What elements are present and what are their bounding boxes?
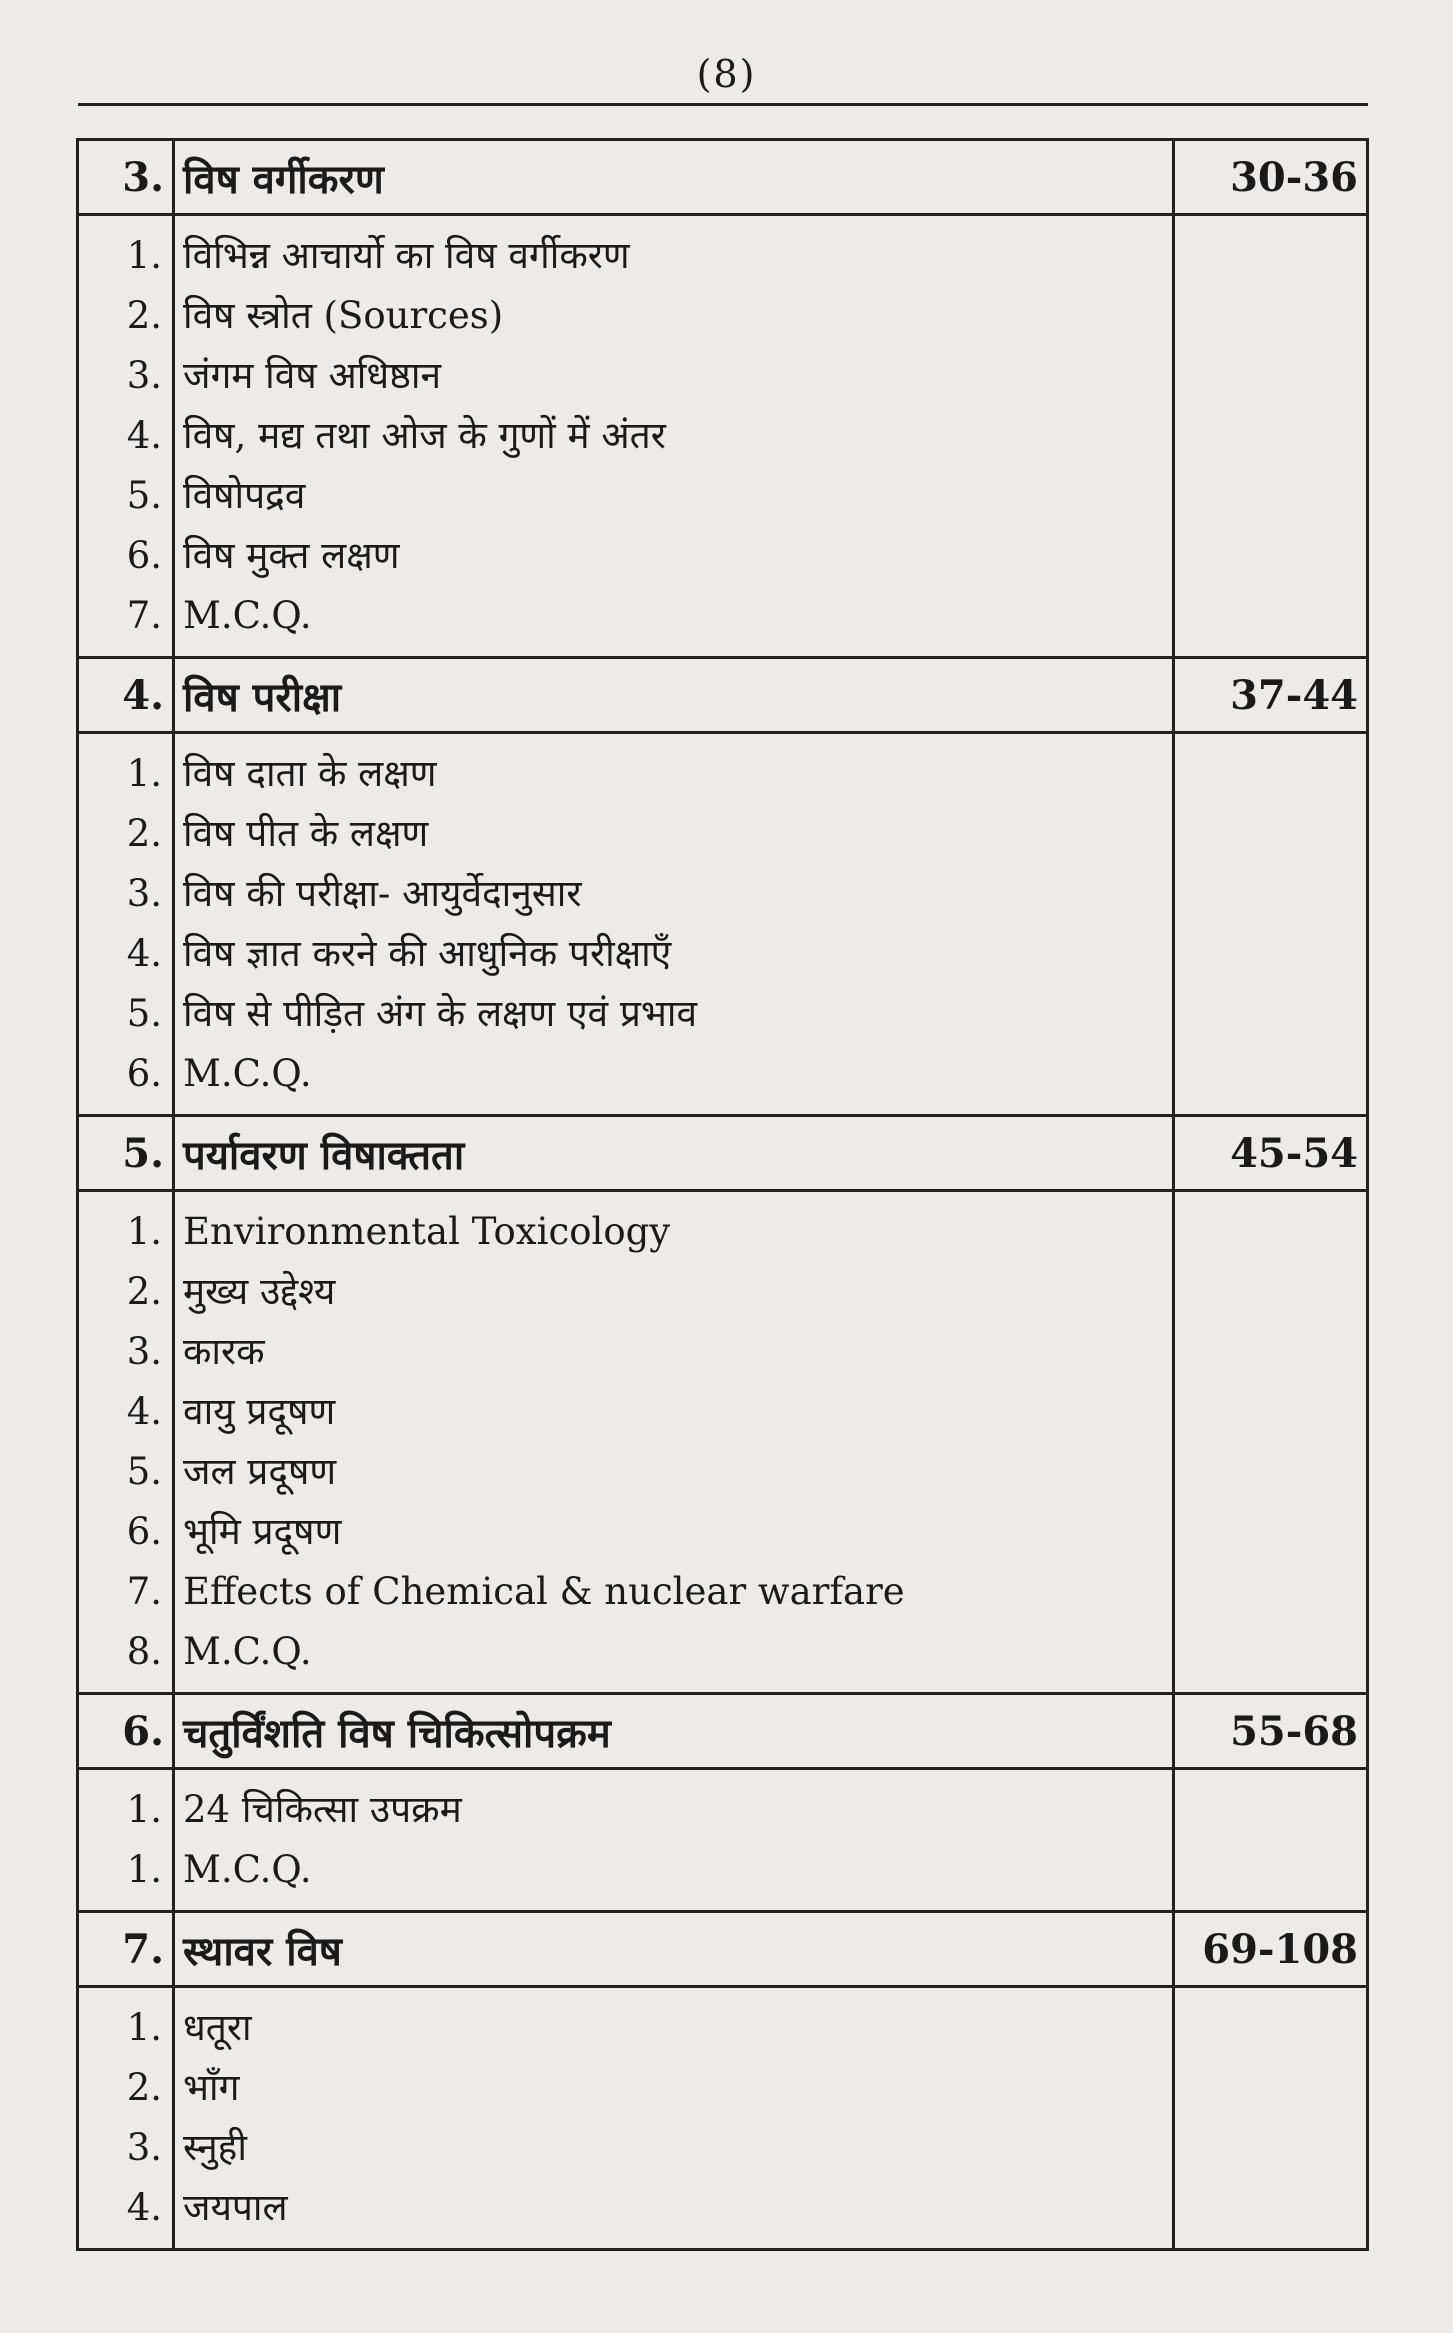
section-header-row xyxy=(78,658,1368,733)
section-title: स्थावर विष xyxy=(174,1912,1174,1987)
list-item-number: 1. xyxy=(126,2006,162,2049)
list-item-number: 2. xyxy=(126,294,162,337)
list-item-text: भाँग xyxy=(183,2066,240,2109)
list-item-text: विभिन्न आचार्यो का विष वर्गीकरण xyxy=(183,234,630,277)
item-pages-cell xyxy=(1174,1769,1368,1912)
item-texts-cell xyxy=(174,1769,1174,1912)
item-pages-cell xyxy=(1174,733,1368,1116)
section-items-row xyxy=(78,1987,1368,2250)
list-item-text: M.C.Q. xyxy=(183,1630,312,1673)
section-header-row xyxy=(78,140,1368,215)
section-header-row xyxy=(78,1694,1368,1769)
list-item-number: 5. xyxy=(126,992,162,1035)
header-divider xyxy=(78,103,1368,106)
list-item-text: भूमि प्रदूषण xyxy=(183,1510,342,1553)
section-number: 3. xyxy=(78,140,174,215)
section-items-row xyxy=(78,1191,1368,1694)
section-number: 6. xyxy=(78,1694,174,1769)
section-page-range: 55-68 xyxy=(1174,1694,1368,1769)
list-item-number: 1. xyxy=(126,234,162,277)
table-of-contents xyxy=(76,138,1369,2251)
list-item-text: विष मुक्त लक्षण xyxy=(183,534,400,577)
list-item-text: मुख्य उद्देश्य xyxy=(183,1270,336,1313)
item-pages-cell xyxy=(1174,215,1368,658)
item-texts-cell xyxy=(174,215,1174,658)
list-item-number: 6. xyxy=(126,1052,162,1095)
list-item-number: 4. xyxy=(126,414,162,457)
list-item-number: 1. xyxy=(126,1210,162,1253)
section-items-row xyxy=(78,215,1368,658)
list-item-text: M.C.Q. xyxy=(183,1052,312,1095)
list-item-text: जंगम विष अधिष्ठान xyxy=(183,354,441,397)
list-item-text: विष ज्ञात करने की आधुनिक परीक्षाएँ xyxy=(183,932,672,975)
list-item-number: 2. xyxy=(126,2066,162,2109)
list-item-text: 24 चिकित्सा उपक्रम xyxy=(183,1788,462,1831)
list-item-text: M.C.Q. xyxy=(183,594,312,637)
list-item-number: 2. xyxy=(126,1270,162,1313)
list-item-text: विष की परीक्षा- आयुर्वेदानुसार xyxy=(183,872,582,915)
item-numbers-cell xyxy=(78,1769,174,1912)
list-item-number: 1. xyxy=(126,752,162,795)
list-item-text: Effects of Chemical & nuclear warfare xyxy=(183,1570,905,1613)
list-item-text: कारक xyxy=(183,1330,265,1373)
section-number: 7. xyxy=(78,1912,174,1987)
item-numbers-cell xyxy=(78,733,174,1116)
list-item-number: 2. xyxy=(126,812,162,855)
list-item-text: जयपाल xyxy=(183,2186,288,2229)
list-item-text: M.C.Q. xyxy=(183,1848,312,1891)
list-item-number: 1. xyxy=(126,1788,162,1831)
item-numbers-cell xyxy=(78,215,174,658)
list-item-text: विषोपद्रव xyxy=(183,474,306,517)
list-item-number: 3. xyxy=(126,354,162,397)
item-texts-cell xyxy=(174,733,1174,1116)
list-item-number: 4. xyxy=(126,1390,162,1433)
list-item-number: 7. xyxy=(126,1570,162,1613)
list-item-text: स्नुही xyxy=(183,2126,247,2169)
section-header-row xyxy=(78,1116,1368,1191)
item-numbers-cell xyxy=(78,1191,174,1694)
section-title: विष परीक्षा xyxy=(174,658,1174,733)
section-page-range: 30-36 xyxy=(1174,140,1368,215)
item-texts-cell xyxy=(174,1191,1174,1694)
item-pages-cell xyxy=(1174,1987,1368,2250)
list-item-text: धतूरा xyxy=(183,2006,252,2049)
toc-body xyxy=(78,140,1368,2250)
section-number: 4. xyxy=(78,658,174,733)
list-item-text: विष पीत के लक्षण xyxy=(183,812,429,855)
list-item-number: 4. xyxy=(126,932,162,975)
list-item-text: वायु प्रदूषण xyxy=(183,1390,336,1433)
list-item-text: जल प्रदूषण xyxy=(183,1450,337,1493)
list-item-text: विष दाता के लक्षण xyxy=(183,752,437,795)
section-title: विष वर्गीकरण xyxy=(174,140,1174,215)
item-pages-cell xyxy=(1174,1191,1368,1694)
list-item-text: विष, मद्य तथा ओज के गुणों में अंतर xyxy=(183,414,666,457)
item-texts-cell xyxy=(174,1987,1174,2250)
page-number: (8) xyxy=(696,52,757,96)
list-item-number: 3. xyxy=(126,872,162,915)
list-item-number: 4. xyxy=(126,2186,162,2229)
section-page-range: 45-54 xyxy=(1174,1116,1368,1191)
list-item-number: 3. xyxy=(126,1330,162,1373)
list-item-text: विष से पीड़ित अंग के लक्षण एवं प्रभाव xyxy=(183,992,698,1035)
section-items-row xyxy=(78,1769,1368,1912)
section-title: पर्यावरण विषाक्तता xyxy=(174,1116,1174,1191)
list-item-number: 7. xyxy=(126,594,162,637)
list-item-text: Environmental Toxicology xyxy=(183,1210,671,1253)
section-number: 5. xyxy=(78,1116,174,1191)
list-item-number: 3. xyxy=(126,2126,162,2169)
section-items-row xyxy=(78,733,1368,1116)
list-item-number: 5. xyxy=(126,474,162,517)
list-item-number: 5. xyxy=(126,1450,162,1493)
section-page-range: 69-108 xyxy=(1174,1912,1368,1987)
list-item-number: 8. xyxy=(126,1630,162,1673)
list-item-number: 6. xyxy=(126,534,162,577)
section-header-row xyxy=(78,1912,1368,1987)
section-page-range: 37-44 xyxy=(1174,658,1368,733)
section-title: चतुर्विंशति विष चिकित्सोपक्रम xyxy=(174,1694,1174,1769)
list-item-number: 1. xyxy=(126,1848,162,1891)
item-numbers-cell xyxy=(78,1987,174,2250)
list-item-text: विष स्त्रोत (Sources) xyxy=(183,294,504,337)
list-item-number: 6. xyxy=(126,1510,162,1553)
